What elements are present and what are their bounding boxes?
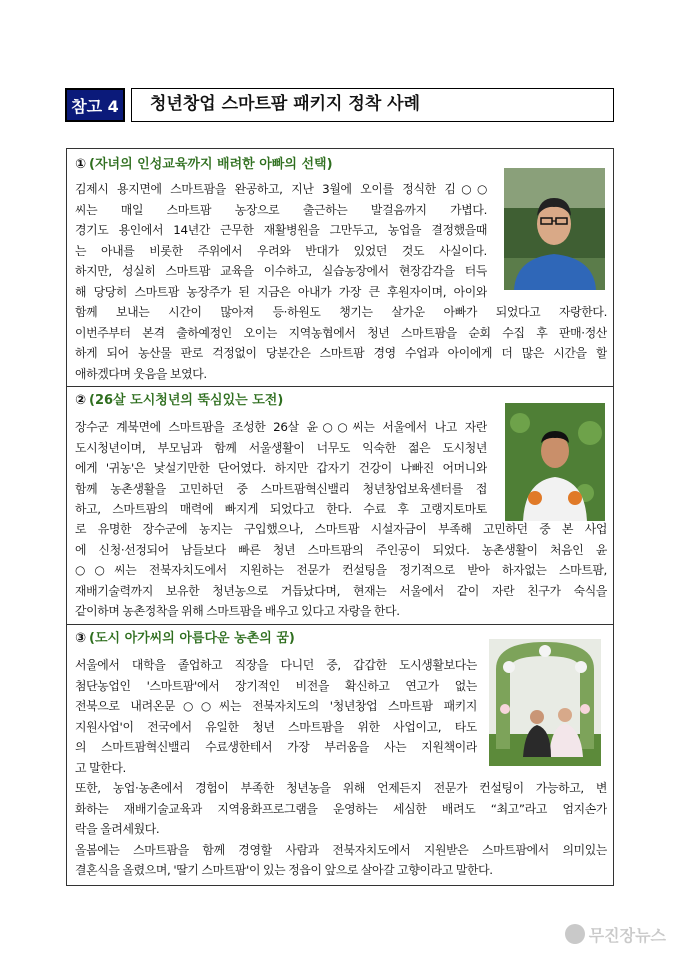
case-title-1: ① (자녀의 인성교육까지 배려한 아빠의 선택) bbox=[75, 157, 333, 172]
page-title: 청년창업 스마트팜 패키지 정착 사례 bbox=[131, 88, 614, 122]
case-text-3b: 또한, 농업·농촌에서 경험이 부족한 청년농을 위해 언제든지 전문가 컨설팅이 가능하고, 변 화하는 재배기술교육과 지역융화프로그램을 운영하는 세심한 배려도 “최고”라고 엄지손가 락을 올려세웠다. 올봄에는 스마트팜을 함께 경영할 사람과 전북자치도에서 지원받은 스마트팜에서 의미있는 결혼식을 올렸으며, '딸기 스마트팜'이 있는 정읍이 앞으로 살아갈 고향이라고 말한다. bbox=[75, 781, 607, 877]
case-section-3 bbox=[67, 625, 613, 887]
cases-table bbox=[66, 148, 614, 886]
case-text-2b: 로 유명한 장수군에 농지는 구입했으나, 스마트팜 시설자금이 부족해 고민하던 중 본 사업 에 신청·선정되어 남들보다 빠른 청년 스마트팜의 주인공이 되었다. 농촌생활이 처음인 윤 ○○씨는 전북자치도에서 지원하는 전문가 컨설팅을 정기적으로 받아 하자없는 스마트팜, 재배기술력까지 보유한 청년농으로 거듭났다며, 현재는 서울에서 같이 자란 친구가 숙식을 같이하며 농촌정착을 위해 스마트팜을 배우고 있다고 자랑을 한다. bbox=[75, 522, 607, 618]
page-header bbox=[65, 88, 614, 122]
farmer-photo-1 bbox=[504, 168, 605, 290]
case-title-2: ② (26살 도시청년의 뚝심있는 도전) bbox=[75, 393, 284, 408]
wedding-photo bbox=[489, 639, 601, 766]
reference-tag: 참고 4 bbox=[65, 88, 125, 122]
case-text-1b: 함께 보내는 시간이 많아져 등·하원도 챙기는 살가운 아빠가 되었다고 자랑한다. 이번주부터 본격 출하예정인 오이는 지역농협에서 청년 스마트팜을 순회 수집 후 판매·정산 하게 되어 농산물 판로 걱정없이 당분간은 스마트팜 경영 수업과 아이에게 더 많은 시간을 할 애하겠다며 웃음을 보였다. bbox=[75, 305, 607, 381]
farmer-photo-2 bbox=[505, 403, 605, 521]
case-section-2 bbox=[67, 387, 613, 625]
watermark-logo-icon bbox=[565, 924, 585, 944]
case-text-2a: 장수군 계북면에 스마트팜을 조성한 26살 윤○○씨는 서울에서 나고 자란 도시청년이며, 부모님과 함께 서울생활이 너무도 익숙한 젊은 도시청년 에게 '귀농'은 낯설기만한 단어였다. 하지만 갑자기 건강이 나빠진 어머니와 함께 농촌생활을 고민하던 중 스마트팜혁신밸리 청년창업보육센터를 접 하고, 스마트팜의 매력에 빠지게 되었다고 한다. 수료 후 고랭지토마토 bbox=[75, 420, 487, 516]
case-title-3: ③ (도시 아가씨의 아름다운 농촌의 꿈) bbox=[75, 631, 295, 646]
watermark: 무진장뉴스 bbox=[565, 923, 666, 946]
case-text-3a: 서울에서 대학을 졸업하고 직장을 다니던 중, 갑갑한 도시생활보다는 첨단농업인 '스마트팜'에서 장기적인 비전을 확신하고 연고가 없는 전북으로 내려온문○○씨는 전북자치도의 '청년창업 스마트팜 패키지 지원사업'이 전국에서 유일한 청년 스마트팜을 위한 사업이고, 타도 의 스마트팜혁신밸리 수료생한테서 가장 부러움을 사는 지원책이라 고 말한다. bbox=[75, 658, 477, 775]
case-text-1a: 김제시 용지면에 스마트팜을 완공하고, 지난 3월에 오이를 정식한 김○○ 씨는 매일 스마트팜 농장으로 출근하는 발걸음까지 가볍다. 경기도 용인에서 14년간 근무한 재활병원을 그만두고, 농업을 결정했을때 는 아내를 비롯한 주위에서 우려와 반대가 있었던 것도 사실이다. 하지만, 성실히 스마트팜 교육을 이수하고, 실습농장에서 현장감각을 터득 해 당당히 스마트팜 농장주가 된 지금은 아내가 가장 큰 후원자이며, 아이와 bbox=[75, 182, 487, 299]
case-section-1 bbox=[67, 149, 613, 387]
